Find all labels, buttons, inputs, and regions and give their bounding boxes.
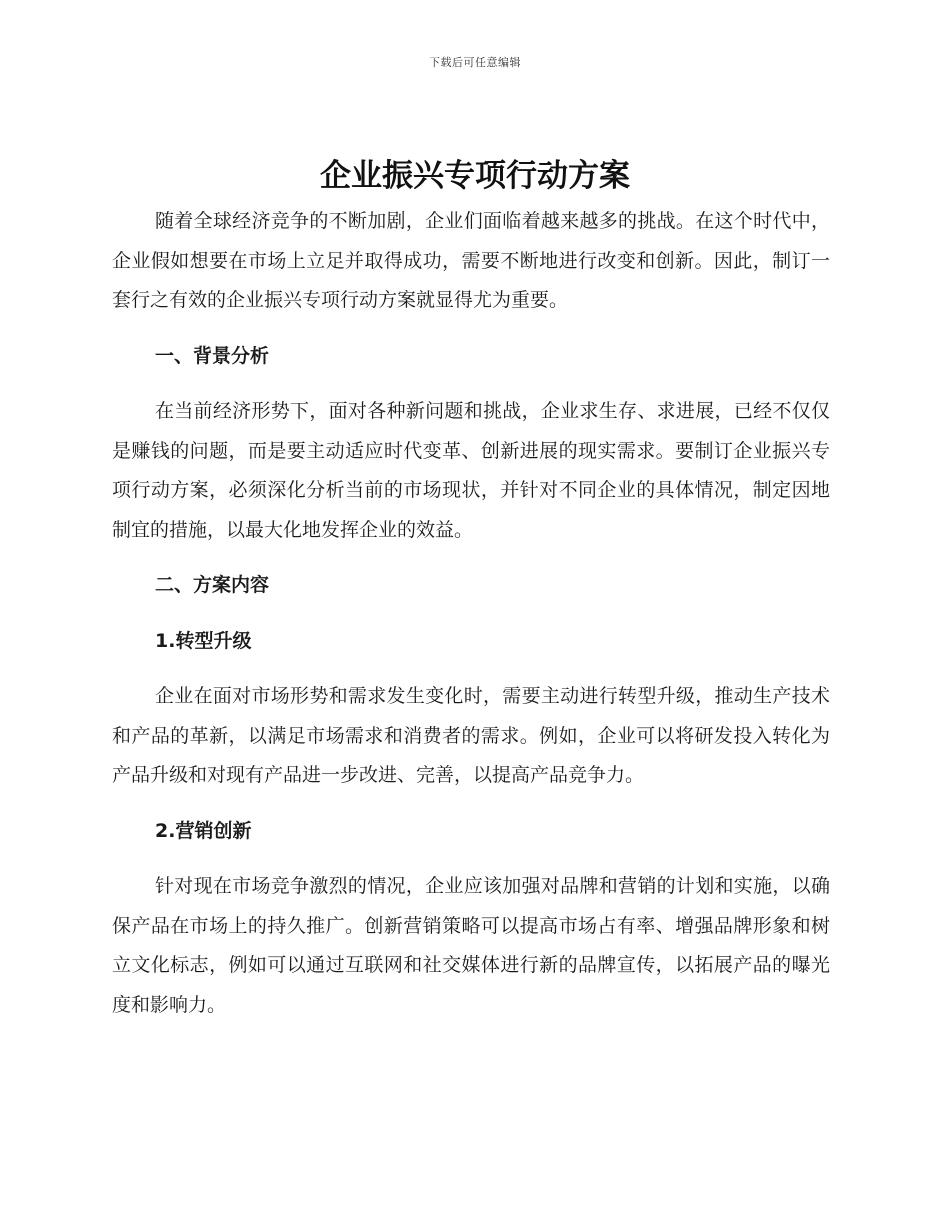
page-title: 企业振兴专项行动方案 (320, 158, 630, 194)
background-paragraph: 在当前经济形势下，面对各种新问题和挑战，企业求生存、求进展，已经不仅仅是赚钱的问题，而是要主动适应时代变革、创新进展的现实需求。要制订企业振兴专项行动方案，必须深化分析当前的市场现状，并针对不同企业的具体情况，制定因地制宜的措施，以最大化地发挥企业的效益。 (112, 400, 830, 541)
subheading-transformation: 1.转型升级 (155, 629, 252, 652)
subheading-marketing: 2.营销创新 (155, 819, 252, 842)
section-heading-background: 一、背景分析 (155, 344, 270, 367)
transformation-paragraph: 企业在面对市场形势和需求发生变化时，需要主动进行转型升级，推动生产技术和产品的革新，以满足市场需求和消费者的需求。例如，企业可以将研发投入转化为产品升级和对现有产品进一步改进、完善，以提高产品竞争力。 (112, 685, 830, 786)
section-heading-content: 二、方案内容 (155, 574, 270, 596)
document-body (112, 202, 830, 1025)
header-note: 下载后可任意编辑 (429, 56, 521, 69)
intro-paragraph: 随着全球经济竞争的不断加剧，企业们面临着越来越多的挑战。在这个时代中，企业假如想要在市场上立足并取得成功，需要不断地进行改变和创新。因此，制订一套行之有效的企业振兴专项行动方案就显得尤为重要。 (112, 210, 830, 311)
marketing-paragraph: 针对现在市场竞争激烈的情况，企业应该加强对品牌和营销的计划和实施，以确保产品在市场上的持久推广。创新营销策略可以提高市场占有率、增强品牌形象和树立文化标志，例如可以通过互联网和社交媒体进行新的品牌宣传，以拓展产品的曝光度和影响力。 (112, 875, 830, 1016)
